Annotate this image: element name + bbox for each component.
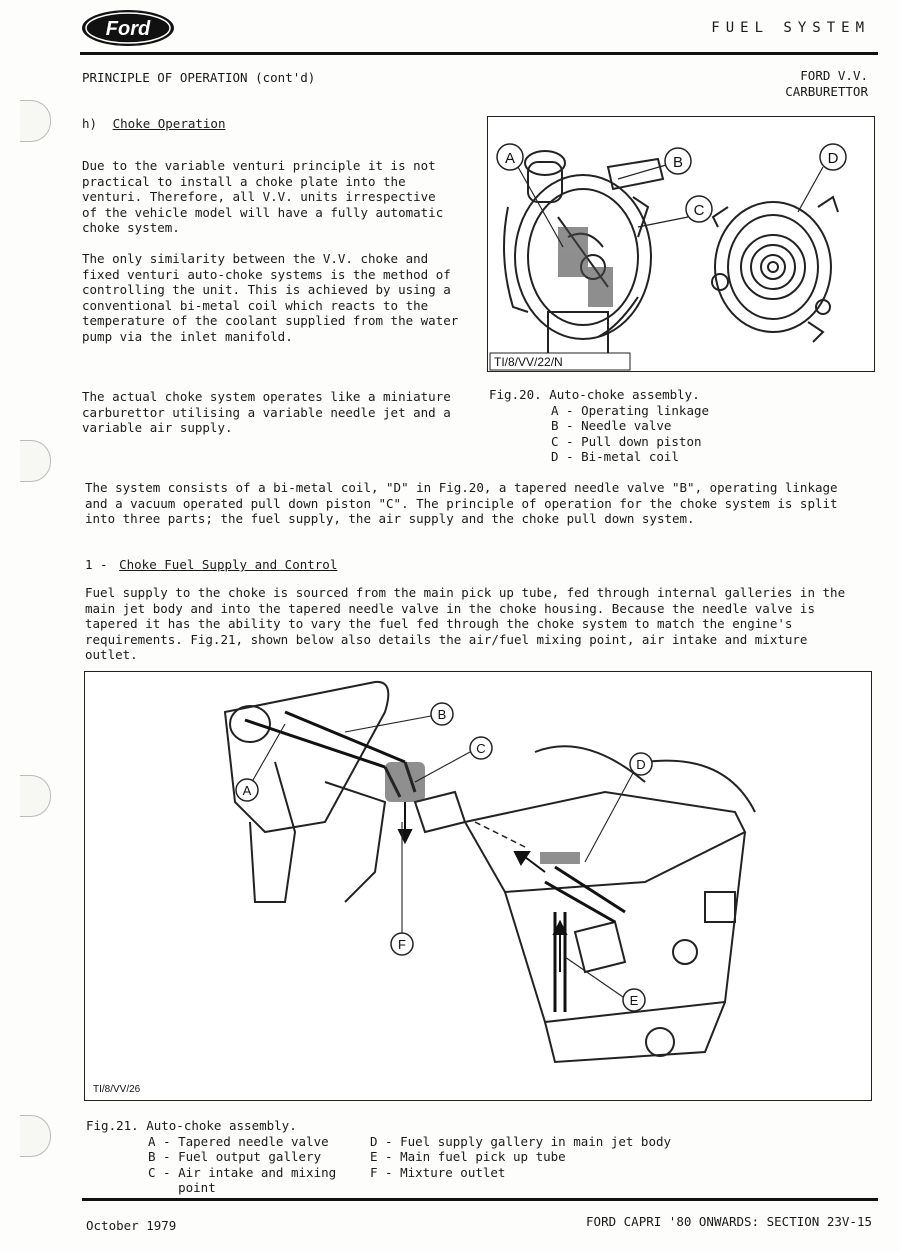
fig20-item-c: C - Pull down piston [551, 433, 702, 449]
footer-date: October 1979 [86, 1218, 177, 1233]
binder-hole [20, 775, 51, 817]
ford-logo [80, 8, 176, 48]
choke-para-1: Due to the variable venturi principle it is not practical to install a choke plate into the venturi. Therefore, all V.V. units irrespective of the vehicle model will have a fully automatic choke system. [82, 158, 444, 235]
choke-para-2: The only similarity between the V.V. choke and fixed venturi auto-choke systems is the method of controlling the unit. This is achieved by using a conventional bi-metal coil which reacts to the temperature of the coolant supplied from the water pump via the inlet manifold. [82, 251, 459, 344]
fig21-item-d: D - Fuel supply gallery in main jet body [370, 1133, 672, 1149]
footer-section: FORD CAPRI '80 ONWARDS: SECTION 23V-15 [586, 1214, 872, 1229]
choke-heading-text: Choke Operation [112, 116, 226, 131]
carburettor-label-2: CARBURETTOR [785, 84, 868, 99]
binder-hole [20, 100, 51, 142]
fig20-label-a: A [504, 150, 516, 167]
fig20-illustration [487, 116, 875, 372]
fig21-caption-title: Fig.21. Auto-choke assembly. [86, 1118, 297, 1133]
fig21-item-a: A - Tapered needle valve [148, 1133, 329, 1149]
fig21-label-d: D [636, 757, 646, 772]
fuel-supply-heading-prefix: 1 - [85, 557, 108, 572]
fuel-supply-heading [85, 557, 337, 573]
footer-rule [82, 1198, 878, 1201]
page-subtitle: PRINCIPLE OF OPERATION (cont'd) [82, 70, 316, 85]
fig20-caption [489, 387, 709, 465]
fig21-item-e: E - Main fuel pick up tube [370, 1149, 566, 1164]
fig21-caption [86, 1118, 876, 1198]
fig20-ref: TI/8/VV/22/N [494, 355, 563, 369]
fig21-item-c: C - Air intake and mixing [148, 1164, 337, 1180]
fig21-label-b: B [437, 707, 447, 722]
fig21-item-c-cont: point [148, 1180, 216, 1195]
fig21-ref: TI/8/VV/26 [93, 1084, 141, 1095]
fig21-label-c: C [476, 741, 486, 756]
fig20-label-d: D [827, 150, 839, 167]
fig21-item-b: B - Fuel output gallery [148, 1149, 322, 1164]
fig20-caption-title: Fig.20. Auto-choke assembly. [489, 387, 700, 402]
fig20-item-b: B - Needle valve [551, 418, 672, 433]
choke-heading-prefix: h) [82, 116, 98, 131]
header-rule [80, 52, 878, 55]
fig21-item-f: F - Mixture outlet [370, 1164, 506, 1180]
carburettor-label-1: FORD V.V. [800, 68, 868, 83]
fuel-supply-para: Fuel supply to the choke is sourced from the main pick up tube, fed through internal galleries in the main jet body and into the tapered needle valve in the choke housing. Because the needle valve is tapered it has the ability to vary the fuel fed through the choke system to match the engine's requirements. Fig.21, shown below also details the air/fuel mixing point, air intake and mixture outlet. [85, 585, 846, 662]
fig20-label-b: B [672, 154, 684, 171]
choke-heading [82, 116, 225, 132]
fig20-label-c: C [693, 202, 705, 219]
fig21-illustration [84, 671, 872, 1101]
binder-hole [20, 440, 51, 482]
binder-hole [20, 1115, 51, 1157]
fig20-item-a: A - Operating linkage [551, 402, 710, 418]
fig21-label-e: E [629, 993, 639, 1008]
choke-para-3: The actual choke system operates like a miniature carburettor utilising a variable needle jet and a variable air supply. [82, 389, 451, 435]
brand-name: Ford [105, 18, 151, 40]
fuel-supply-heading-text: Choke Fuel Supply and Control [119, 557, 338, 572]
choke-para-4: The system consists of a bi-metal coil, "D" in Fig.20, a tapered needle valve "B", operating linkage and a vacuum operated pull down piston "C". The principle of operation for the choke system is split into three parts; the fuel supply, the air supply and the choke pull down system. [85, 480, 838, 526]
fig20-item-d: D - Bi-metal coil [551, 449, 679, 464]
fig21-label-a: A [242, 783, 252, 798]
fig21-label-f: F [398, 937, 406, 952]
section-title: FUEL SYSTEM [711, 20, 870, 36]
